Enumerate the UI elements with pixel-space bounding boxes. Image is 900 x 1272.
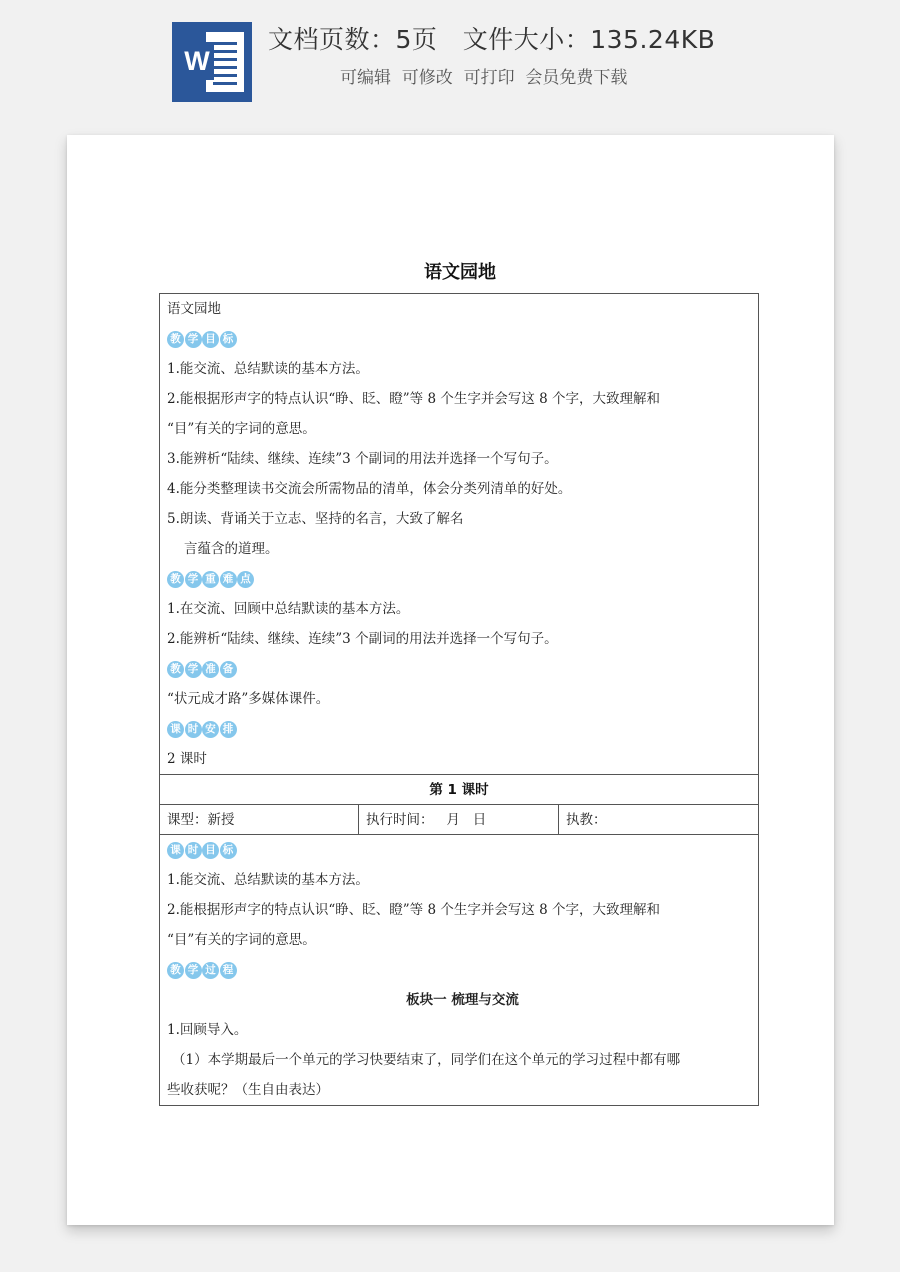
tag-char: 准 [202,661,219,678]
lesson-info-row [160,804,758,835]
tag-char: 教 [167,661,184,678]
tag-char: 标 [220,331,237,348]
text-line: 2.能根据形声字的特点认识“睁、眨、瞪”等 8 个生字并会写这 8 个字，大致理解和 [167,902,661,918]
download-header [0,0,900,130]
lesson-teacher-cell: 执教： [566,812,607,828]
lesson-time-cell: 执行时间： 月 日 [359,805,559,835]
tag-char: 时 [185,842,202,859]
process-tag-row [167,955,758,985]
text-line: 1.能交流、总结默读的基本方法。 [167,361,369,377]
tag-char: 教 [167,571,184,588]
text-line: “目”有关的字词的意思。 [167,421,316,437]
tag-char: 学 [185,331,202,348]
file-features-subtitle: 可编辑 可修改 可打印 会员免费下载 [340,68,628,88]
tag-char: 标 [220,842,237,859]
lesson-type-cell: 课型：新授 [160,805,359,835]
text-line: 1.能交流、总结默读的基本方法。 [167,872,369,888]
prep-text: “状元成才路”多媒体课件。 [167,691,330,707]
lesson-heading: 第 1 课时 [160,774,758,804]
tag-char: 教 [167,331,184,348]
goals-tag [167,331,237,348]
goals-tag-row [167,324,758,354]
tag-char: 学 [185,661,202,678]
word-document-icon [172,22,252,102]
keypoints-list [167,594,758,654]
text-line: 4.能分类整理读书交流会所需物品的清单，体会分类列清单的好处。 [167,481,572,497]
process-list [167,1015,758,1105]
prep-tag-row [167,654,758,684]
schedule-tag-row [167,714,758,744]
tag-char: 难 [220,571,237,588]
lesson-goals-tag-row [167,835,758,865]
keypoints-tag [167,571,255,588]
text-line: 些收获呢？（生自由表达） [167,1082,329,1098]
text-line: 言蕴含的道理。 [184,541,279,557]
keypoints-tag-row [167,564,758,594]
text-line: 2.能根据形声字的特点认识“睁、眨、瞪”等 8 个生字并会写这 8 个字，大致理解和 [167,391,661,407]
tag-char: 点 [237,571,254,588]
overview-section [160,294,758,774]
text-line: 2.能辨析“陆续、继续、连续”3 个副词的用法并选择一个写句子。 [167,631,558,647]
lesson-goals-list [167,865,758,955]
tag-char: 时 [185,721,202,738]
lesson-section [160,835,758,1105]
text-line: “目”有关的字词的意思。 [167,932,316,948]
file-info-title: 文档页数：5页 文件大小：135.24KB [268,25,716,54]
tag-char: 过 [202,962,219,979]
lesson-plan-table [159,293,759,1106]
tag-char: 目 [202,331,219,348]
tag-char: 课 [167,721,184,738]
tag-char: 目 [202,842,219,859]
tag-char: 重 [202,571,219,588]
intro-line: 语文园地 [167,301,221,317]
lesson-goals-tag [167,842,237,859]
word-letter: W [180,42,214,80]
tag-char: 课 [167,842,184,859]
text-line: 5.朗读、背诵关于立志、坚持的名言，大致了解名 [167,511,464,527]
tag-char: 学 [185,962,202,979]
prep-tag [167,661,237,678]
schedule-tag [167,721,237,738]
tag-char: 程 [220,962,237,979]
text-line: 1.回顾导入。 [167,1022,248,1038]
tag-char: 学 [185,571,202,588]
goals-list [167,354,758,564]
tag-char: 教 [167,962,184,979]
schedule-text: 2 课时 [167,751,207,767]
document-title: 语文园地 [424,262,496,283]
text-line: 3.能辨析“陆续、继续、连续”3 个副词的用法并选择一个写句子。 [167,451,558,467]
tag-char: 安 [202,721,219,738]
text-line: （1）本学期最后一个单元的学习快要结束了，同学们在这个单元的学习过程中都有哪 [172,1052,681,1068]
tag-char: 备 [220,661,237,678]
process-tag [167,962,237,979]
block-title: 板块一 梳理与交流 [406,992,519,1008]
text-line: 1.在交流、回顾中总结默读的基本方法。 [167,601,410,617]
tag-char: 排 [220,721,237,738]
